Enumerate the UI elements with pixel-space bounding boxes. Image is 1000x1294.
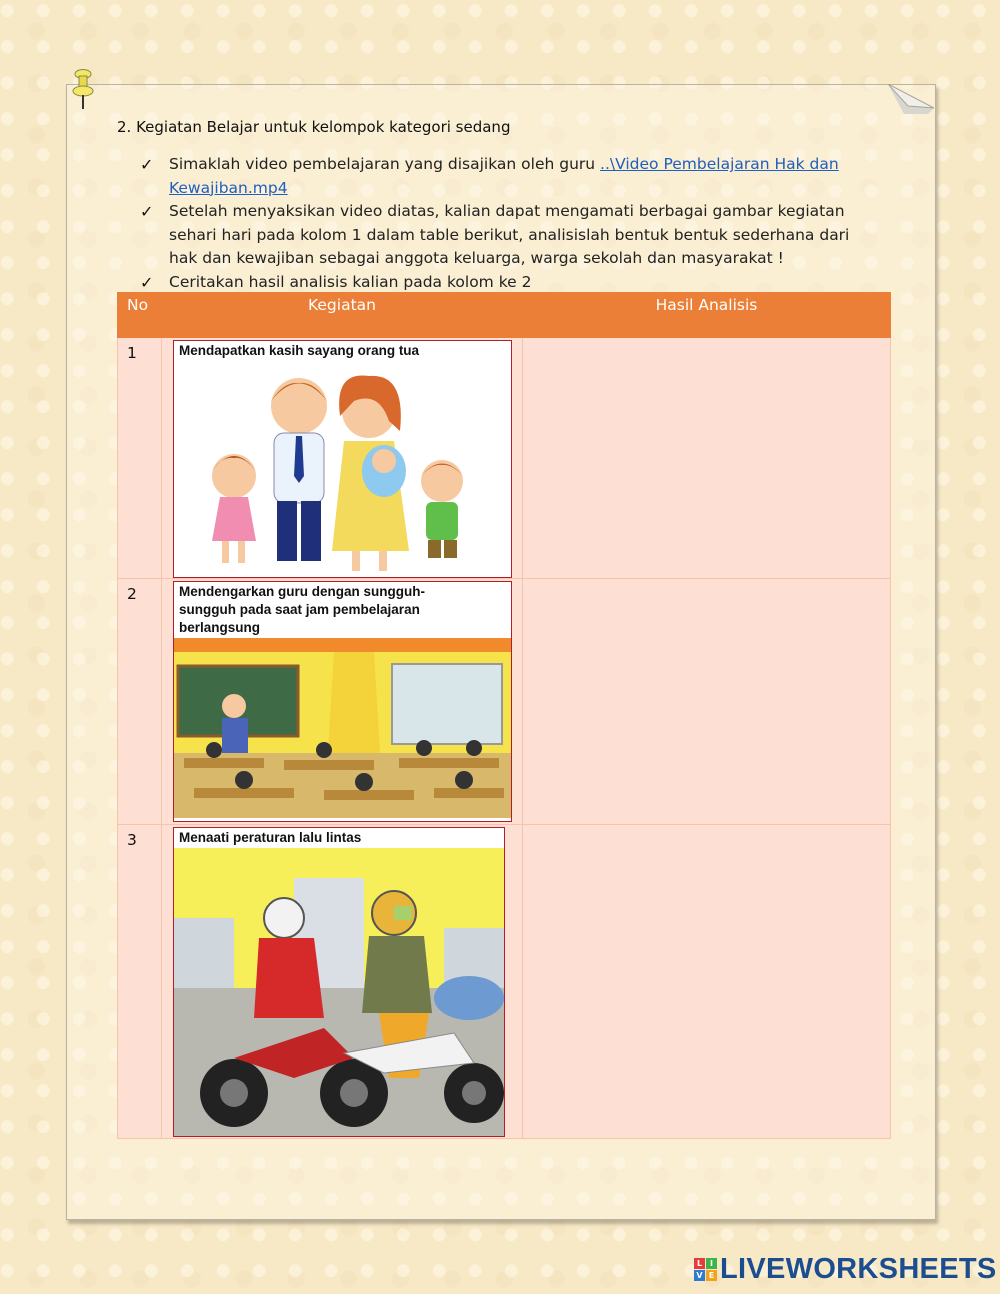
row-number: 2 (118, 579, 162, 825)
traffic-illustration (174, 848, 504, 1136)
family-picture (173, 340, 512, 578)
header-no: No (118, 293, 162, 338)
logo-letter: V (694, 1270, 705, 1281)
activity-caption: Mendapatkan kasih sayang orang tua (179, 343, 420, 358)
analysis-answer-cell[interactable] (523, 579, 891, 825)
liveworksheets-logo-icon (694, 1258, 717, 1281)
instruction-text: Simaklah video pembelajaran yang disajikan oleh guru (169, 155, 601, 173)
analysis-answer-cell[interactable] (523, 338, 891, 579)
activity-caption: Mendengarkan guru dengan sungguh- sungguh pada saat jam pembelajaran berlangsung (179, 584, 425, 635)
check-icon: ✓ (140, 272, 154, 292)
family-illustration (174, 361, 511, 577)
table-row (118, 338, 891, 579)
activity-table (117, 292, 891, 1139)
table-row (118, 579, 891, 825)
header-kegiatan: Kegiatan (162, 293, 523, 338)
video-link[interactable]: ..\Video Pembelajaran Hak dan Kewajiban.mp4 (169, 155, 839, 197)
liveworksheets-brand (694, 1253, 997, 1286)
instruction-item (140, 271, 880, 295)
row-number: 3 (118, 825, 162, 1139)
section-number: 2 (117, 118, 127, 136)
analysis-answer-cell[interactable] (523, 825, 891, 1139)
traffic-picture (173, 827, 505, 1137)
instruction-list (140, 153, 880, 294)
section-heading (117, 118, 510, 136)
check-icon: ✓ (140, 202, 154, 221)
logo-letter: L (694, 1258, 705, 1269)
row-number: 1 (118, 338, 162, 579)
table-header-row (118, 293, 891, 338)
section-title: . Kegiatan Belajar untuk kelompok kategori sedang (126, 118, 511, 136)
activity-caption: Menaati peraturan lalu lintas (179, 830, 362, 845)
table-row (118, 825, 891, 1139)
check-icon: ✓ (140, 155, 154, 174)
brand-wordmark: LIVEWORKSHEETS (720, 1253, 997, 1285)
classroom-picture (173, 581, 512, 822)
logo-letter: E (706, 1270, 717, 1281)
pushpin-icon (72, 68, 94, 110)
logo-letter: I (706, 1258, 717, 1269)
classroom-illustration (174, 638, 511, 818)
instruction-text: Ceritakan hasil analisis kalian pada kolom ke 2 (169, 272, 532, 291)
activity-cell (162, 338, 523, 579)
activity-cell (162, 579, 523, 825)
activity-cell (162, 825, 523, 1139)
instruction-text: Setelah menyaksikan video diatas, kalian dapat mengamati berbagai gambar kegiatan sehari hari pada kolom 1 dalam table berikut, analisislah bentuk bentuk sederhana dari hak dan kewajiban sebagai anggota keluarga, warga sekolah dan masyarakat ! (169, 202, 850, 267)
instruction-item (140, 153, 880, 200)
header-hasil-analisis: Hasil Analisis (523, 293, 891, 338)
instruction-item (140, 200, 880, 271)
page-curl-icon (888, 84, 934, 114)
